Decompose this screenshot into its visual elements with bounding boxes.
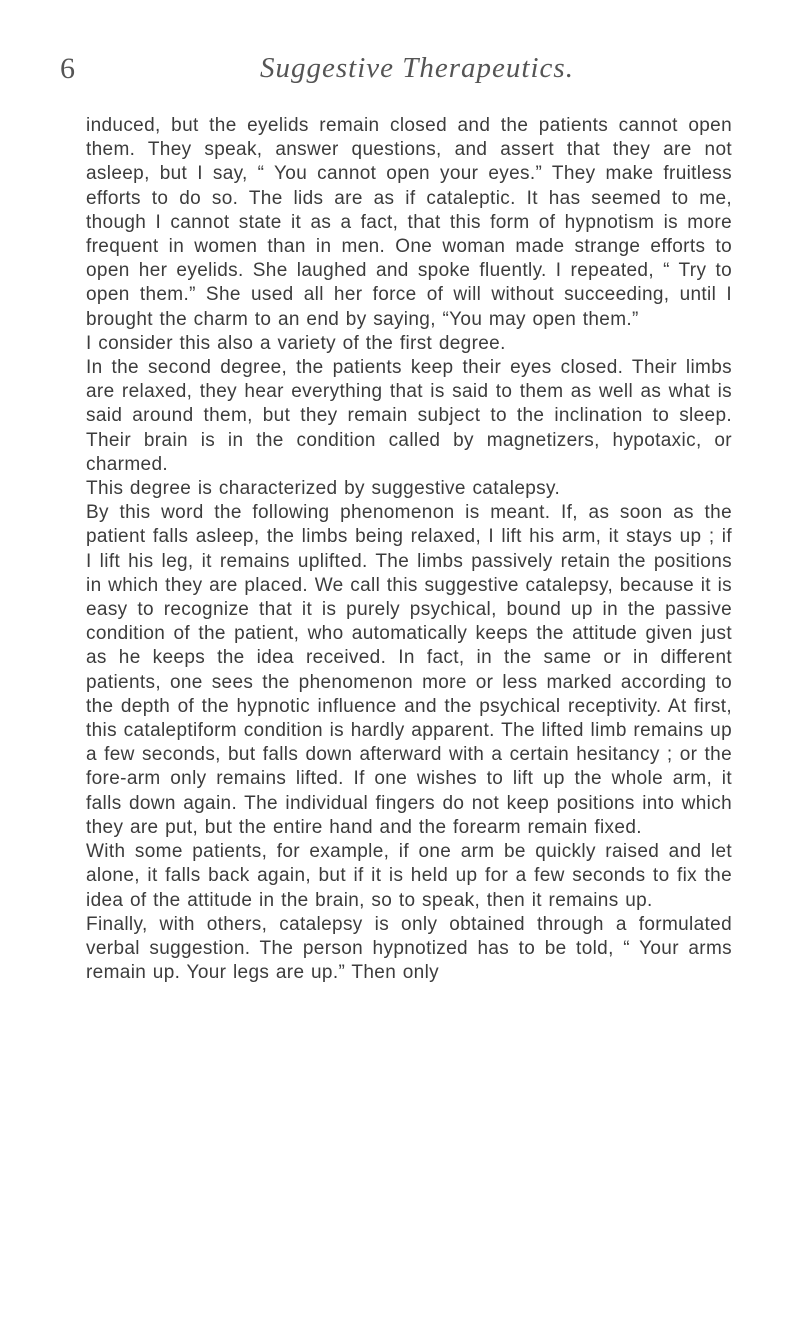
running-head (60, 52, 760, 92)
body-text (86, 114, 732, 985)
paragraph: I consider this also a variety of the first degree. (86, 332, 506, 354)
running-title: Suggestive Therapeutics. (260, 52, 574, 84)
page-number: 6 (60, 52, 75, 85)
paragraph: Finally, with others, catalepsy is only obtained through a formulated verbal suggestion. The person hypnotized has to be told, “ Your arms remain up. Your legs are up.” Then only (86, 913, 732, 984)
paragraph: By this word the following phenomenon is meant. If, as soon as the patient falls asleep, the limbs being relaxed, I lift his arm, it stays up ; if I lift his leg, it remains uplifted. The limbs passively retain the positions in which they are placed. We call this suggestive catalepsy, because it is easy to recognize that it is purely psychical, bound up in the passive condition of the patient, who automatically keeps the attitude given just as he keeps the idea received. In fact, in the same or in different patients, one sees the phenomenon more or less marked according to the depth of the hypnotic influence and the psychical receptivity. At first, this cataleptiform condition is hardly apparent. The lifted limb remains up a few seconds, but falls down afterward with a certain hesitancy ; or the fore-arm only remains lifted. If one wishes to lift up the whole arm, it falls down again. The individual fingers do not keep positions into which they are put, but the entire hand and the forearm remain fixed. (86, 502, 732, 838)
paragraph: In the second degree, the patients keep their eyes closed. Their limbs are relaxed, they hear everything that is said to them as well as what is said around them, but they remain subject to the inclination to sleep. Their brain is in the condition called by magnetizers, hypotaxic, or charmed. (86, 357, 732, 475)
paragraph: induced, but the eyelids remain closed and the patients cannot open them. They speak, answer questions, and assert that they are not asleep, but I say, “ You cannot open your eyes.” They make fruitless efforts to do so. The lids are as if cataleptic. It has seemed to me, though I cannot state it as a fact, that this form of hypnotism is more frequent in women than in men. One woman made strange efforts to open her eyelids. She laughed and spoke fluently. I repeated, “ Try to open them.” She used all her force of will without succeeding, until I brought the charm to an end by saying, “You may open them.” (86, 115, 732, 330)
paragraph: This degree is characterized by suggestive catalepsy. (86, 478, 561, 500)
paragraph: With some patients, for example, if one arm be quickly raised and let alone, it falls back again, but if it is held up for a few seconds to fix the idea of the attitude in the brain, so to speak, then it remains up. (86, 841, 732, 911)
